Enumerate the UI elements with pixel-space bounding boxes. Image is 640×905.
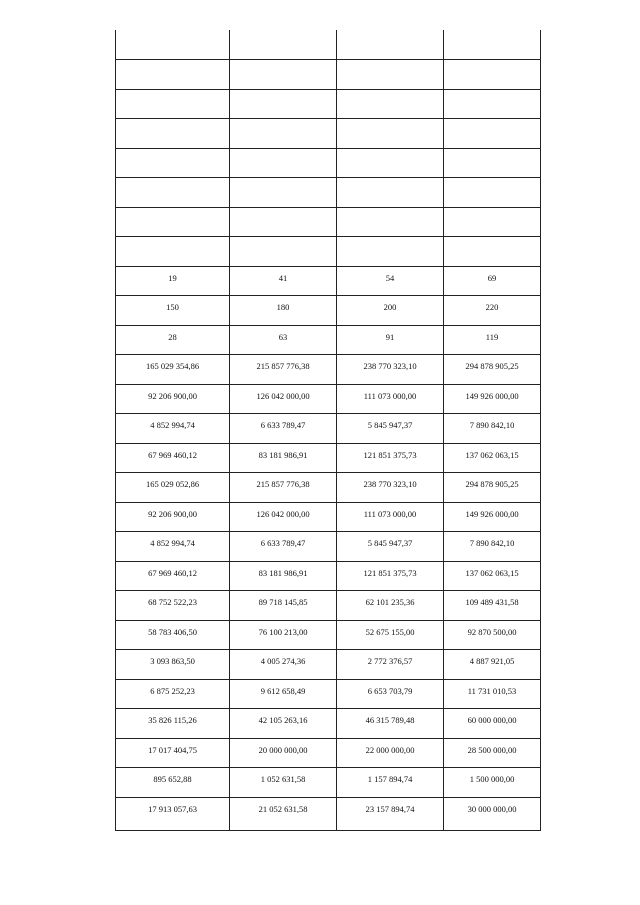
table-cell [337, 89, 444, 119]
table-cell: 294 878 905,25 [444, 473, 541, 503]
table-cell: 52 675 155,00 [337, 620, 444, 650]
table-cell: 91 [337, 325, 444, 355]
table-row [116, 443, 541, 473]
table-cell: 165 029 052,86 [116, 473, 230, 503]
table-body [116, 30, 541, 830]
table-cell: 28 [116, 325, 230, 355]
table-cell: 121 851 375,73 [337, 561, 444, 591]
table-cell [444, 237, 541, 267]
table-cell [444, 119, 541, 149]
table-cell: 76 100 213,00 [230, 620, 337, 650]
table-row [116, 237, 541, 267]
table-cell [230, 207, 337, 237]
table-cell: 92 870 500,00 [444, 620, 541, 650]
table-cell: 23 157 894,74 [337, 797, 444, 830]
table-cell [337, 60, 444, 90]
table-cell [444, 60, 541, 90]
table-row [116, 355, 541, 385]
table-cell: 67 969 460,12 [116, 443, 230, 473]
table-cell [230, 237, 337, 267]
table-cell: 11 731 010,53 [444, 679, 541, 709]
table-row [116, 679, 541, 709]
table-cell [230, 89, 337, 119]
table-row [116, 148, 541, 178]
table-cell: 35 826 115,26 [116, 709, 230, 739]
table-cell: 2 772 376,57 [337, 650, 444, 680]
table-cell [230, 178, 337, 208]
table-cell: 149 926 000,00 [444, 384, 541, 414]
table-row [116, 178, 541, 208]
table-cell: 89 718 145,85 [230, 591, 337, 621]
table-row [116, 709, 541, 739]
table-cell: 19 [116, 266, 230, 296]
table-cell [230, 148, 337, 178]
table-cell: 294 878 905,25 [444, 355, 541, 385]
table-cell: 1 500 000,00 [444, 768, 541, 798]
table-cell: 7 890 842,10 [444, 414, 541, 444]
table-cell: 111 073 000,00 [337, 502, 444, 532]
table-row [116, 650, 541, 680]
table-cell [116, 237, 230, 267]
table-cell: 1 052 631,58 [230, 768, 337, 798]
table-cell: 111 073 000,00 [337, 384, 444, 414]
table-row [116, 532, 541, 562]
table-cell: 67 969 460,12 [116, 561, 230, 591]
table-cell [337, 119, 444, 149]
table-cell [337, 178, 444, 208]
table-cell: 137 062 063,15 [444, 443, 541, 473]
table-cell [444, 148, 541, 178]
table-row [116, 414, 541, 444]
table-cell: 5 845 947,37 [337, 532, 444, 562]
table-cell: 62 101 235,36 [337, 591, 444, 621]
data-table [115, 30, 541, 831]
table-cell: 69 [444, 266, 541, 296]
table-cell [116, 148, 230, 178]
table-cell [444, 207, 541, 237]
table-row [116, 473, 541, 503]
table-row [116, 30, 541, 60]
table-row [116, 296, 541, 326]
table-row [116, 768, 541, 798]
table-cell [230, 60, 337, 90]
table-cell: 119 [444, 325, 541, 355]
table-cell [116, 60, 230, 90]
table-cell [444, 89, 541, 119]
table-cell: 6 653 703,79 [337, 679, 444, 709]
table-cell: 41 [230, 266, 337, 296]
table-cell: 895 652,88 [116, 768, 230, 798]
table-cell: 150 [116, 296, 230, 326]
table-cell: 92 206 900,00 [116, 502, 230, 532]
table-cell: 137 062 063,15 [444, 561, 541, 591]
table-cell [230, 119, 337, 149]
table-cell: 200 [337, 296, 444, 326]
table-cell [337, 207, 444, 237]
table-cell: 28 500 000,00 [444, 738, 541, 768]
table-cell: 215 857 776,38 [230, 355, 337, 385]
table-cell: 126 042 000,00 [230, 384, 337, 414]
table-cell: 4 852 994,74 [116, 414, 230, 444]
table-cell: 46 315 789,48 [337, 709, 444, 739]
table-row [116, 89, 541, 119]
table-row [116, 325, 541, 355]
table-cell: 6 633 789,47 [230, 532, 337, 562]
table-cell: 5 845 947,37 [337, 414, 444, 444]
table-cell: 58 783 406,50 [116, 620, 230, 650]
table-cell: 1 157 894,74 [337, 768, 444, 798]
table-row [116, 207, 541, 237]
table-cell: 21 052 631,58 [230, 797, 337, 830]
table-cell: 6 875 252,23 [116, 679, 230, 709]
table-cell: 126 042 000,00 [230, 502, 337, 532]
table-cell: 149 926 000,00 [444, 502, 541, 532]
table-cell [116, 119, 230, 149]
table-cell: 3 093 863,50 [116, 650, 230, 680]
table-cell: 4 005 274,36 [230, 650, 337, 680]
table-cell [444, 30, 541, 60]
table-cell: 4 852 994,74 [116, 532, 230, 562]
table-row [116, 60, 541, 90]
table-cell [116, 207, 230, 237]
table-cell: 7 890 842,10 [444, 532, 541, 562]
table-cell: 17 913 057,63 [116, 797, 230, 830]
table-row [116, 591, 541, 621]
table-cell: 83 181 986,91 [230, 443, 337, 473]
table-cell: 54 [337, 266, 444, 296]
table-cell: 165 029 354,86 [116, 355, 230, 385]
table-cell: 30 000 000,00 [444, 797, 541, 830]
table-cell [116, 178, 230, 208]
table-cell: 238 770 323,10 [337, 473, 444, 503]
table-cell: 6 633 789,47 [230, 414, 337, 444]
table-row [116, 561, 541, 591]
table-cell: 63 [230, 325, 337, 355]
table-cell [337, 30, 444, 60]
table-cell: 121 851 375,73 [337, 443, 444, 473]
table-cell [230, 30, 337, 60]
table-row [116, 502, 541, 532]
table-row [116, 797, 541, 830]
table-cell: 220 [444, 296, 541, 326]
table-cell [337, 237, 444, 267]
table-cell: 4 887 921,05 [444, 650, 541, 680]
table-cell [337, 148, 444, 178]
table-cell: 68 752 522,23 [116, 591, 230, 621]
table-cell: 9 612 658,49 [230, 679, 337, 709]
table-cell: 22 000 000,00 [337, 738, 444, 768]
table-cell: 42 105 263,16 [230, 709, 337, 739]
table-cell: 238 770 323,10 [337, 355, 444, 385]
table-cell: 17 017 404,75 [116, 738, 230, 768]
table-cell: 83 181 986,91 [230, 561, 337, 591]
table-cell: 180 [230, 296, 337, 326]
table-cell [116, 89, 230, 119]
table-row [116, 266, 541, 296]
table-row [116, 119, 541, 149]
table-cell: 60 000 000,00 [444, 709, 541, 739]
table-row [116, 384, 541, 414]
table-row [116, 738, 541, 768]
table-row [116, 620, 541, 650]
table-cell [116, 30, 230, 60]
table-cell: 109 489 431,58 [444, 591, 541, 621]
table-cell: 20 000 000,00 [230, 738, 337, 768]
table-cell: 215 857 776,38 [230, 473, 337, 503]
table-cell: 92 206 900,00 [116, 384, 230, 414]
table-cell [444, 178, 541, 208]
